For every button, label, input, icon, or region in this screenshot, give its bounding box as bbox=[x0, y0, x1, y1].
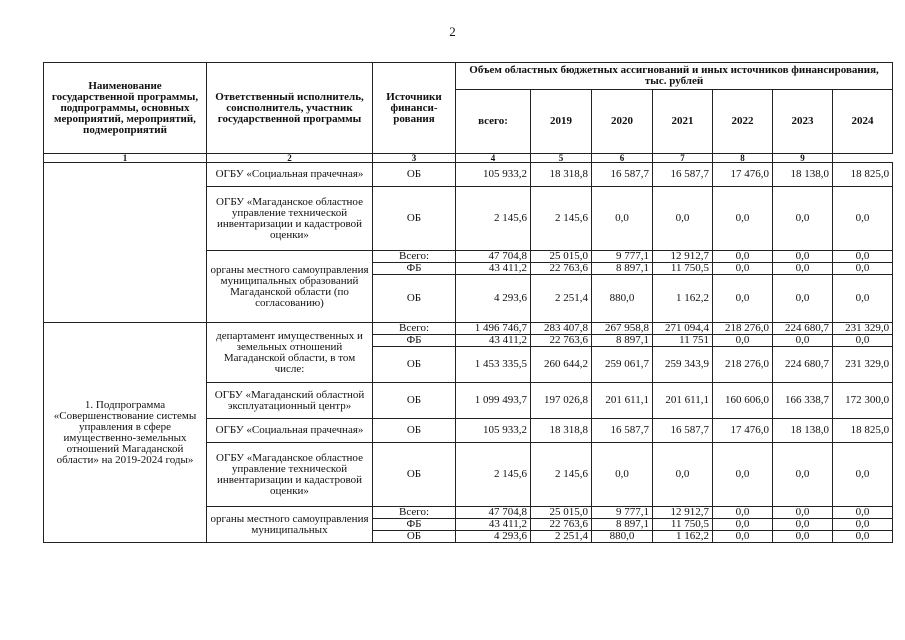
header-year: 2020 bbox=[592, 90, 653, 154]
value-cell: 0,0 bbox=[773, 519, 833, 531]
source-cell: ОБ bbox=[373, 347, 456, 383]
value-cell: 18 138,0 bbox=[773, 419, 833, 443]
value-cell: 224 680,7 bbox=[773, 323, 833, 335]
value-cell: 1 162,2 bbox=[653, 531, 713, 543]
index-cell: 5 bbox=[531, 154, 592, 163]
value-cell: 224 680,7 bbox=[773, 347, 833, 383]
value-cell: 0,0 bbox=[833, 251, 893, 263]
header-source: Источники финанси-рования bbox=[373, 63, 456, 154]
value-cell: 22 763,6 bbox=[531, 519, 592, 531]
header-total: всего: bbox=[456, 90, 531, 154]
value-cell: 0,0 bbox=[653, 443, 713, 507]
value-cell: 0,0 bbox=[773, 443, 833, 507]
value-cell: 17 476,0 bbox=[713, 163, 773, 187]
value-cell: 9 777,1 bbox=[592, 507, 653, 519]
value-cell: 0,0 bbox=[592, 187, 653, 251]
value-cell: 259 343,9 bbox=[653, 347, 713, 383]
value-cell: 0,0 bbox=[713, 507, 773, 519]
value-cell: 43 411,2 bbox=[456, 263, 531, 275]
value-cell: 218 276,0 bbox=[713, 323, 773, 335]
value-cell: 0,0 bbox=[713, 443, 773, 507]
value-cell: 0,0 bbox=[773, 507, 833, 519]
value-cell: 880,0 bbox=[592, 531, 653, 543]
header-program: Наименование государственной программы, подпрограммы, основных мероприятий, мероприятий, подмероприятий bbox=[44, 63, 207, 154]
value-cell: 18 825,0 bbox=[833, 163, 893, 187]
value-cell: 0,0 bbox=[592, 443, 653, 507]
value-cell: 105 933,2 bbox=[456, 163, 531, 187]
header-funding-group: Объем областных бюджетных ассигнований и иных источников финансирования, тыс. рублей bbox=[456, 63, 893, 90]
value-cell: 283 407,8 bbox=[531, 323, 592, 335]
value-cell: 1 162,2 bbox=[653, 275, 713, 323]
value-cell: 166 338,7 bbox=[773, 383, 833, 419]
value-cell: 1 496 746,7 bbox=[456, 323, 531, 335]
value-cell: 105 933,2 bbox=[456, 419, 531, 443]
value-cell: 43 411,2 bbox=[456, 335, 531, 347]
value-cell: 267 958,8 bbox=[592, 323, 653, 335]
value-cell: 1 453 335,5 bbox=[456, 347, 531, 383]
value-cell: 0,0 bbox=[773, 275, 833, 323]
value-cell: 172 300,0 bbox=[833, 383, 893, 419]
value-cell: 0,0 bbox=[773, 251, 833, 263]
value-cell: 0,0 bbox=[713, 531, 773, 543]
value-cell: 160 606,0 bbox=[713, 383, 773, 419]
value-cell: 0,0 bbox=[833, 335, 893, 347]
value-cell: 259 061,7 bbox=[592, 347, 653, 383]
value-cell: 0,0 bbox=[833, 507, 893, 519]
value-cell: 0,0 bbox=[833, 263, 893, 275]
value-cell: 11 750,5 bbox=[653, 263, 713, 275]
value-cell: 0,0 bbox=[713, 519, 773, 531]
header-year: 2019 bbox=[531, 90, 592, 154]
value-cell: 4 293,6 bbox=[456, 531, 531, 543]
value-cell: 271 094,4 bbox=[653, 323, 713, 335]
value-cell: 260 644,2 bbox=[531, 347, 592, 383]
value-cell: 4 293,6 bbox=[456, 275, 531, 323]
value-cell: 47 704,8 bbox=[456, 507, 531, 519]
source-cell: Всего: bbox=[373, 507, 456, 519]
value-cell: 0,0 bbox=[833, 519, 893, 531]
index-cell: 3 bbox=[373, 154, 456, 163]
executor-cell: ОГБУ «Магаданское областное управление технической инвентаризации и кадастровой оценки» bbox=[207, 187, 373, 251]
value-cell: 18 318,8 bbox=[531, 163, 592, 187]
source-cell: ОБ bbox=[373, 383, 456, 419]
table-row bbox=[44, 323, 893, 335]
value-cell: 231 329,0 bbox=[833, 347, 893, 383]
value-cell: 0,0 bbox=[773, 187, 833, 251]
value-cell: 0,0 bbox=[773, 335, 833, 347]
value-cell: 25 015,0 bbox=[531, 251, 592, 263]
value-cell: 0,0 bbox=[713, 251, 773, 263]
value-cell: 18 138,0 bbox=[773, 163, 833, 187]
value-cell: 0,0 bbox=[833, 443, 893, 507]
value-cell: 201 611,1 bbox=[592, 383, 653, 419]
value-cell: 201 611,1 bbox=[653, 383, 713, 419]
value-cell: 8 897,1 bbox=[592, 335, 653, 347]
index-cell: 6 bbox=[592, 154, 653, 163]
value-cell: 2 251,4 bbox=[531, 275, 592, 323]
header-year: 2024 bbox=[833, 90, 893, 154]
value-cell: 2 145,6 bbox=[456, 443, 531, 507]
value-cell: 2 251,4 bbox=[531, 531, 592, 543]
value-cell: 2 145,6 bbox=[456, 187, 531, 251]
executor-cell: органы местного самоуправления муниципальных образований Магаданской области (по согласованию) bbox=[207, 251, 373, 323]
executor-cell: ОГБУ «Социальная прачечная» bbox=[207, 419, 373, 443]
value-cell: 0,0 bbox=[773, 531, 833, 543]
source-cell: ОБ bbox=[373, 443, 456, 507]
value-cell: 0,0 bbox=[773, 263, 833, 275]
executor-cell: департамент имущественных и земельных отношений Магаданской области, в том числе: bbox=[207, 323, 373, 383]
value-cell: 16 587,7 bbox=[653, 163, 713, 187]
source-cell: ОБ bbox=[373, 531, 456, 543]
header-year: 2023 bbox=[773, 90, 833, 154]
value-cell: 11 751 bbox=[653, 335, 713, 347]
value-cell: 0,0 bbox=[833, 531, 893, 543]
value-cell: 17 476,0 bbox=[713, 419, 773, 443]
value-cell: 8 897,1 bbox=[592, 519, 653, 531]
header-year: 2022 bbox=[713, 90, 773, 154]
source-cell: Всего: bbox=[373, 323, 456, 335]
subprogram-name: 1. Подпрограмма «Совершенствование системы управления в сфере имущественно-земельных отношений Магаданской области» на 2019-2024 годы» bbox=[44, 323, 207, 543]
index-cell: 1 bbox=[44, 154, 207, 163]
value-cell: 2 145,6 bbox=[531, 443, 592, 507]
value-cell: 218 276,0 bbox=[713, 347, 773, 383]
index-cell: 8 bbox=[713, 154, 773, 163]
source-cell: ОБ bbox=[373, 419, 456, 443]
value-cell: 16 587,7 bbox=[592, 163, 653, 187]
header-year: 2021 bbox=[653, 90, 713, 154]
value-cell: 8 897,1 bbox=[592, 263, 653, 275]
value-cell: 0,0 bbox=[713, 275, 773, 323]
value-cell: 2 145,6 bbox=[531, 187, 592, 251]
value-cell: 18 825,0 bbox=[833, 419, 893, 443]
source-cell: Всего: bbox=[373, 251, 456, 263]
source-cell: ОБ bbox=[373, 275, 456, 323]
value-cell: 25 015,0 bbox=[531, 507, 592, 519]
value-cell: 22 763,6 bbox=[531, 335, 592, 347]
value-cell: 47 704,8 bbox=[456, 251, 531, 263]
budget-table bbox=[43, 62, 893, 543]
value-cell: 880,0 bbox=[592, 275, 653, 323]
page-number: 2 bbox=[449, 24, 456, 39]
executor-cell: ОГБУ «Магаданский областной эксплуатационный центр» bbox=[207, 383, 373, 419]
header-executor: Ответственный исполнитель, соисполнитель, участник государственной программы bbox=[207, 63, 373, 154]
source-cell: ФБ bbox=[373, 263, 456, 275]
value-cell: 0,0 bbox=[833, 187, 893, 251]
source-cell: ОБ bbox=[373, 187, 456, 251]
program-cell-empty bbox=[44, 163, 207, 323]
value-cell: 16 587,7 bbox=[592, 419, 653, 443]
value-cell: 231 329,0 bbox=[833, 323, 893, 335]
value-cell: 22 763,6 bbox=[531, 263, 592, 275]
source-cell: ФБ bbox=[373, 519, 456, 531]
value-cell: 11 750,5 bbox=[653, 519, 713, 531]
value-cell: 1 099 493,7 bbox=[456, 383, 531, 419]
index-cell: 9 bbox=[773, 154, 833, 163]
value-cell: 197 026,8 bbox=[531, 383, 592, 419]
value-cell: 12 912,7 bbox=[653, 251, 713, 263]
table-row bbox=[44, 163, 893, 187]
executor-cell: органы местного самоуправления муниципальных bbox=[207, 507, 373, 543]
value-cell: 18 318,8 bbox=[531, 419, 592, 443]
value-cell: 16 587,7 bbox=[653, 419, 713, 443]
value-cell: 12 912,7 bbox=[653, 507, 713, 519]
value-cell: 0,0 bbox=[653, 187, 713, 251]
value-cell: 0,0 bbox=[713, 263, 773, 275]
index-cell: 4 bbox=[456, 154, 531, 163]
value-cell: 0,0 bbox=[713, 187, 773, 251]
value-cell: 0,0 bbox=[833, 275, 893, 323]
executor-cell: ОГБУ «Магаданское областное управление технической инвентаризации и кадастровой оценки» bbox=[207, 443, 373, 507]
source-cell: ФБ bbox=[373, 335, 456, 347]
index-cell: 7 bbox=[653, 154, 713, 163]
executor-cell: ОГБУ «Социальная прачечная» bbox=[207, 163, 373, 187]
value-cell: 9 777,1 bbox=[592, 251, 653, 263]
source-cell: ОБ bbox=[373, 163, 456, 187]
value-cell: 0,0 bbox=[713, 335, 773, 347]
value-cell: 43 411,2 bbox=[456, 519, 531, 531]
index-cell: 2 bbox=[207, 154, 373, 163]
